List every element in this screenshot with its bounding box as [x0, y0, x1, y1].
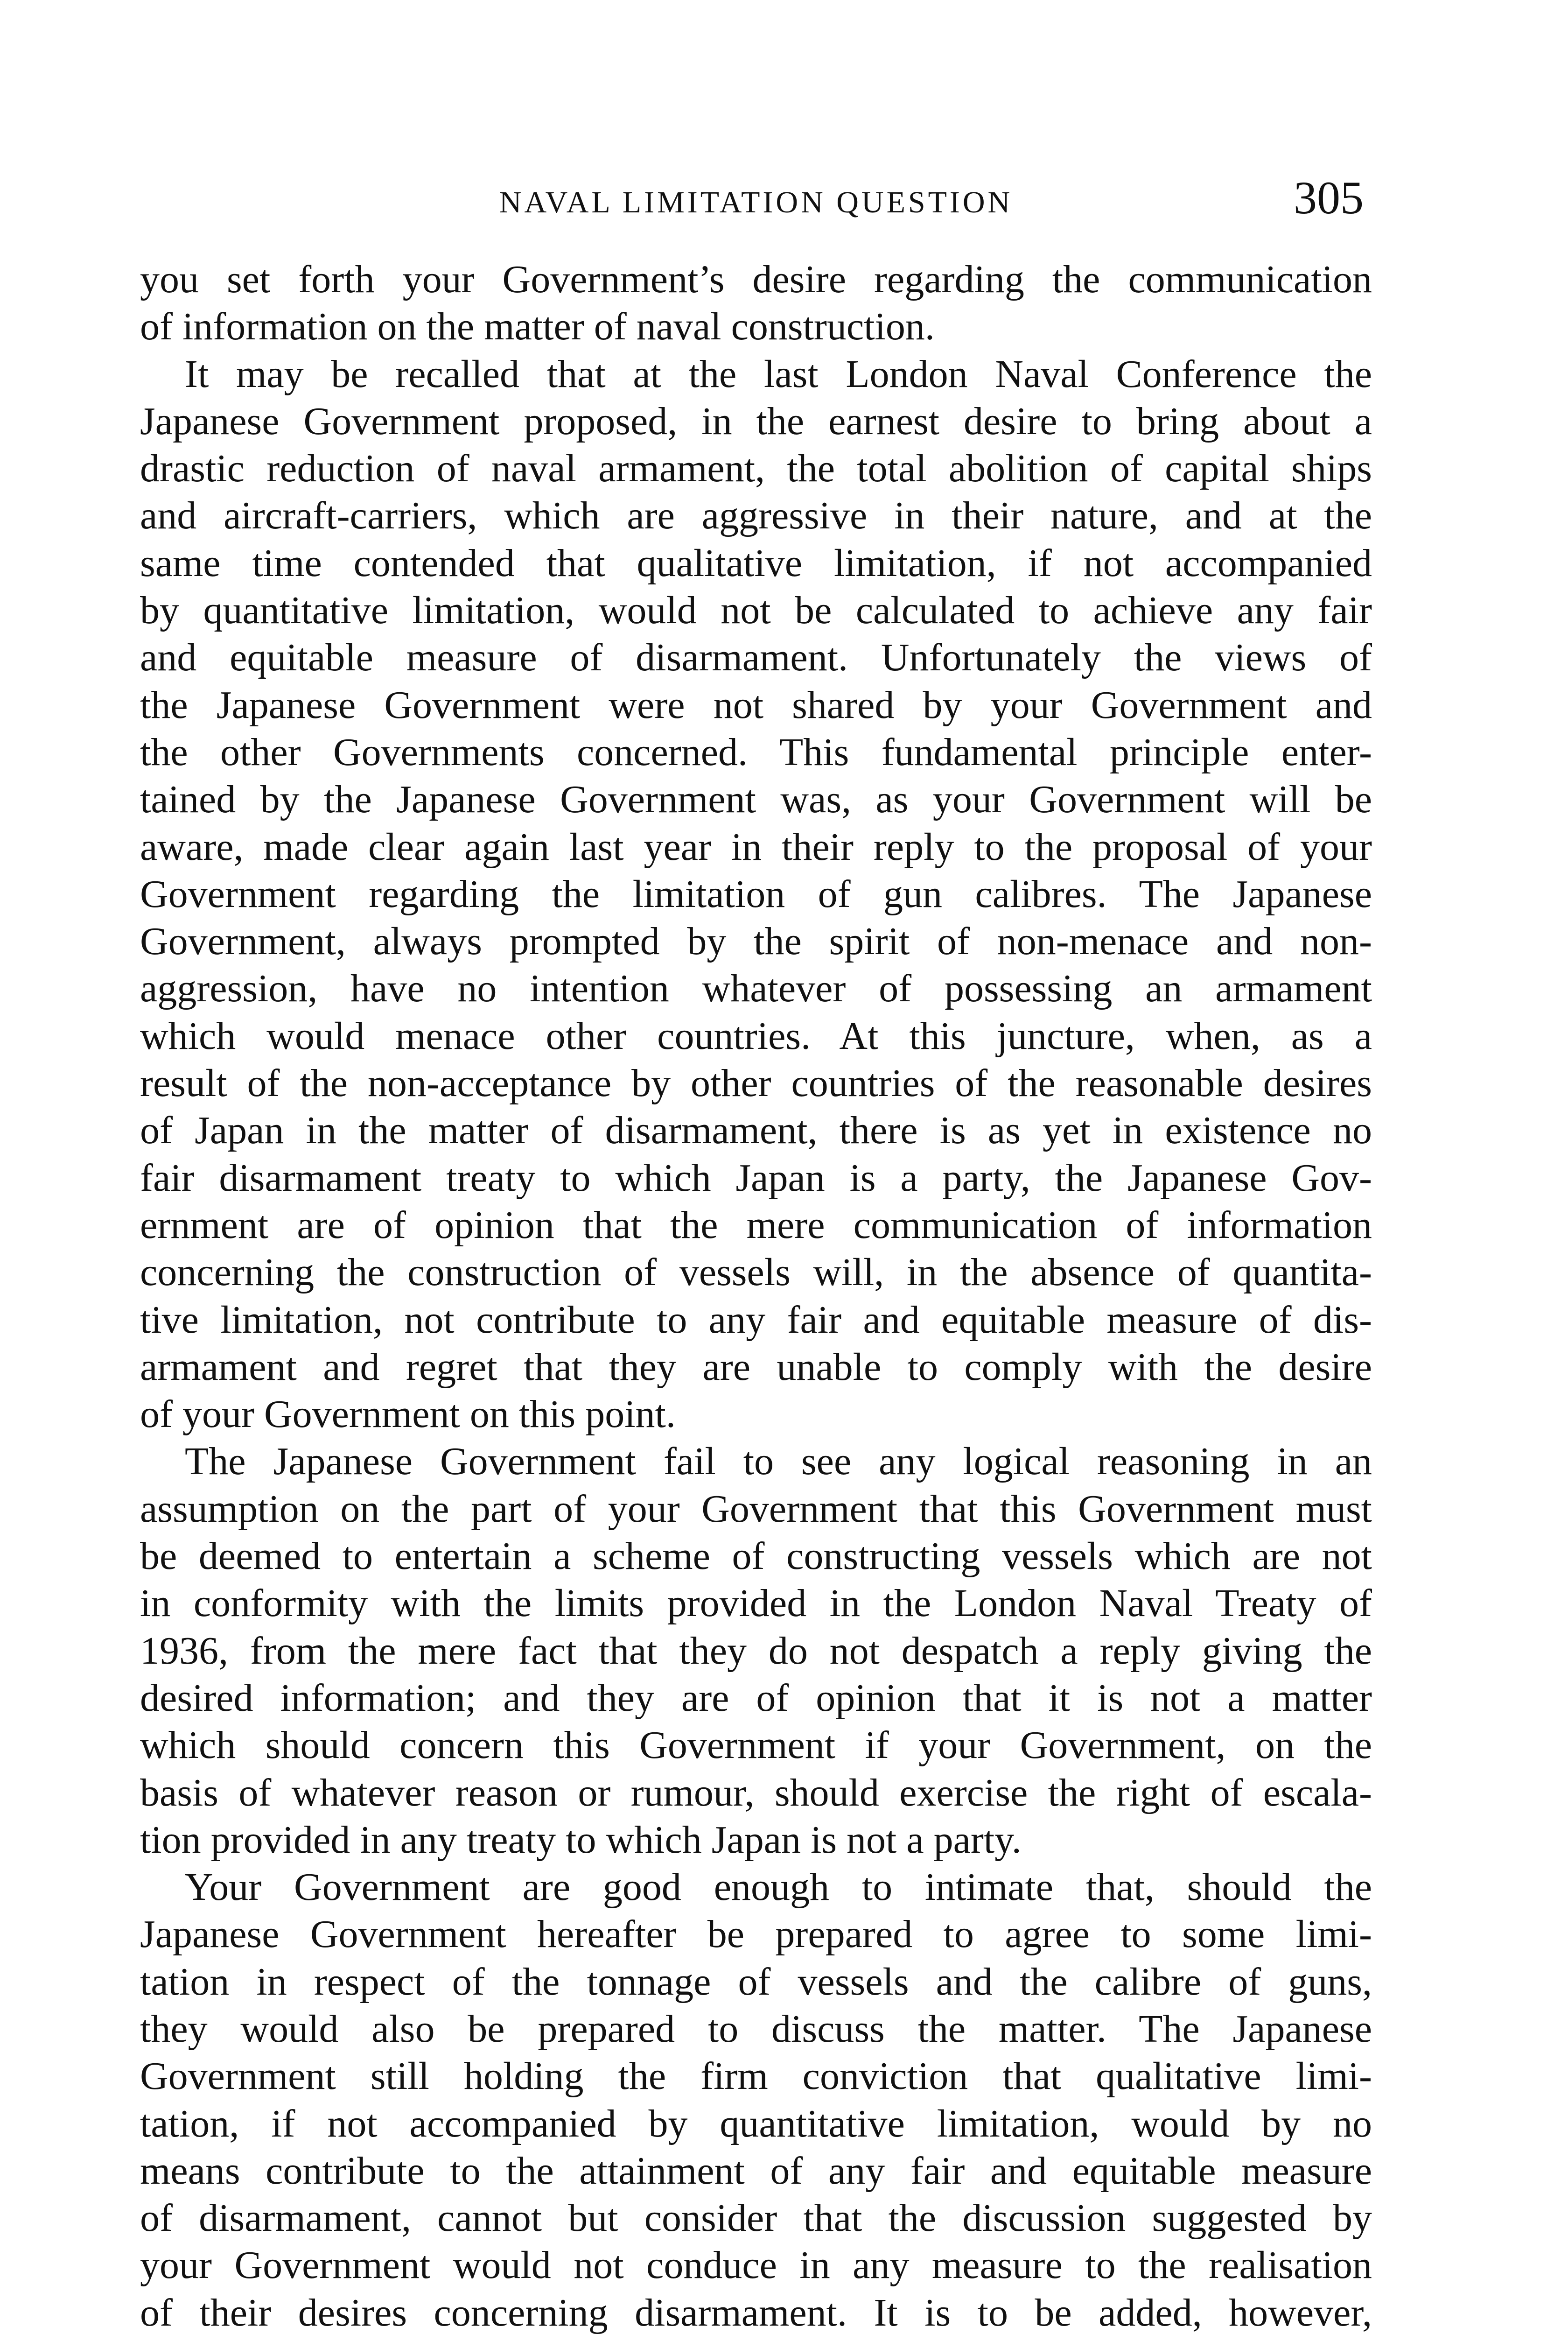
text-line: in conformity with the limits provided in the London Naval Treaty of [140, 1582, 1372, 1625]
running-title: NAVAL LIMITATION QUESTION [499, 185, 1013, 219]
text-line: same time contended that qualitative limitation, if not accompanied [140, 541, 1372, 585]
text-line: Government, always prompted by the spirit of non-menace and non- [140, 920, 1372, 963]
text-line: Japanese Government hereafter be prepared to agree to some limi- [140, 1912, 1372, 1956]
paragraph-first-line: Your Government are good enough to intimate that, should the [185, 1865, 1372, 1909]
body-text [140, 256, 1372, 2334]
text-line: Japanese Government proposed, in the earnest desire to bring about a [140, 399, 1372, 443]
text-line: of their desires concerning disarmament. It is to be added, however, [140, 2291, 1372, 2334]
text-line: tained by the Japanese Government was, as your Government will be [140, 778, 1372, 822]
text-line: aware, made clear again last year in their reply to the proposal of your [140, 825, 1372, 869]
text-line: of your Government on this point. [140, 1392, 676, 1436]
text-line: of information on the matter of naval construction. [140, 305, 935, 349]
text-line: which should concern this Government if your Government, on the [140, 1723, 1372, 1767]
text-line: ernment are of opinion that the mere communication of information [140, 1203, 1372, 1247]
text-line: tive limitation, not contribute to any fair and equitable measure of dis- [140, 1298, 1372, 1342]
text-line: means contribute to the attainment of any fair and equitable measure [140, 2149, 1372, 2193]
text-line: basis of whatever reason or rumour, should exercise the right of escala- [140, 1771, 1372, 1814]
text-line: which would menace other countries. At this juncture, when, as a [140, 1014, 1372, 1058]
text-line: aggression, have no intention whatever of possessing an armament [140, 967, 1372, 1011]
text-line: and equitable measure of disarmament. Unfortunately the views of [140, 636, 1372, 680]
text-line: Government regarding the limitation of gun calibres. The Japanese [140, 872, 1372, 916]
text-line: concerning the construction of vessels will, in the absence of quantita- [140, 1251, 1372, 1294]
text-line: 1936, from the mere fact that they do not despatch a reply giving the [140, 1629, 1372, 1673]
text-line: drastic reduction of naval armament, the total abolition of capital ships [140, 447, 1372, 491]
text-line: fair disarmament treaty to which Japan is a party, the Japanese Gov- [140, 1156, 1372, 1200]
text-line: you set forth your Government’s desire regarding the communication [140, 258, 1372, 301]
running-head [140, 172, 1372, 226]
text-line: desired information; and they are of opinion that it is not a matter [140, 1676, 1372, 1720]
text-line: Government still holding the firm conviction that qualitative limi- [140, 2054, 1372, 2098]
text-line: assumption on the part of your Government that this Government must [140, 1487, 1372, 1531]
text-line: tation in respect of the tonnage of vessels and the calibre of guns, [140, 1960, 1372, 2004]
paragraph-first-line: The Japanese Government fail to see any logical reasoning in an [185, 1440, 1372, 1483]
text-line: by quantitative limitation, would not be calculated to achieve any fair [140, 589, 1372, 633]
text-line: the Japanese Government were not shared by your Government and [140, 683, 1372, 727]
paragraph-first-line: It may be recalled that at the last London Naval Conference the [185, 352, 1372, 396]
text-line: of Japan in the matter of disarmament, there is as yet in existence no [140, 1109, 1372, 1153]
text-line: of disarmament, cannot but consider that the discussion suggested by [140, 2196, 1372, 2240]
text-line: they would also be prepared to discuss the matter. The Japanese [140, 2007, 1372, 2051]
text-line: tation, if not accompanied by quantitative limitation, would by no [140, 2102, 1372, 2145]
page-number: 305 [1294, 172, 1364, 224]
text-line: be deemed to entertain a scheme of constructing vessels which are not [140, 1534, 1372, 1578]
text-line: tion provided in any treaty to which Japan is not a party. [140, 1818, 1022, 1862]
text-line: your Government would not conduce in any measure to the realisation [140, 2243, 1372, 2287]
text-line: armament and regret that they are unable to comply with the desire [140, 1345, 1372, 1389]
text-line: the other Governments concerned. This fundamental principle enter- [140, 730, 1372, 774]
text-line: result of the non-acceptance by other countries of the reasonable desires [140, 1062, 1372, 1105]
text-line: and aircraft-carriers, which are aggressive in their nature, and at the [140, 494, 1372, 538]
